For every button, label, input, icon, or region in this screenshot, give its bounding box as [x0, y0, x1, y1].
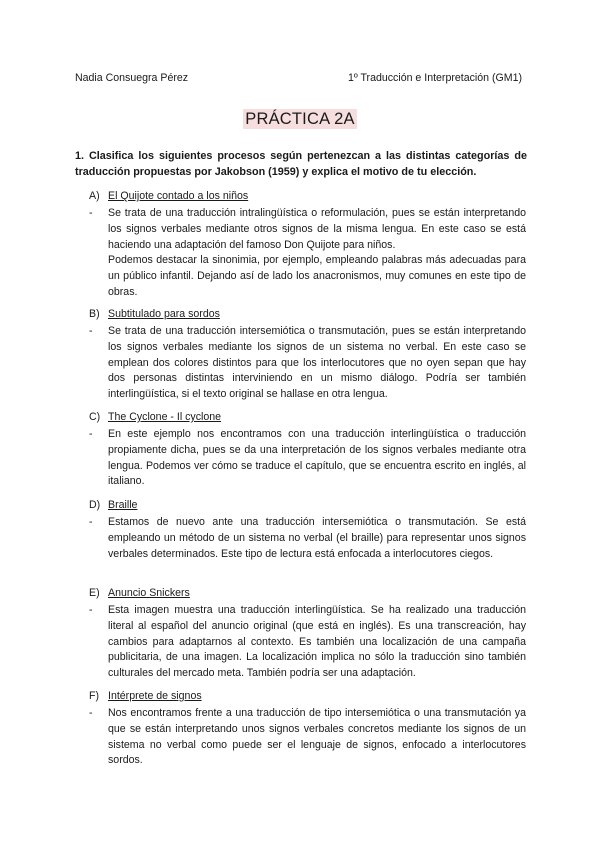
- bullet-dash: -: [89, 516, 93, 528]
- section-heading: [89, 409, 526, 425]
- section-letter: B): [89, 308, 100, 320]
- section-heading: [89, 188, 526, 204]
- bullet-dash: -: [89, 207, 93, 219]
- page-title: PRÁCTICA 2A: [245, 110, 355, 128]
- section-title: El Quijote contado a los niños: [108, 190, 249, 202]
- section-d: [89, 497, 526, 562]
- section-title: Anuncio Snickers: [108, 587, 190, 599]
- question-text: 1. Clasifica los siguientes procesos según pertenezcan a las distintas categorías de traducción propuestas por Jakobson (1959) y explica el motivo de tu elección.: [75, 150, 527, 178]
- section-letter: A): [89, 190, 100, 202]
- section-f: [89, 688, 526, 769]
- section-body: [89, 324, 526, 403]
- section-title: Braille: [108, 499, 138, 511]
- section-heading: [89, 306, 526, 322]
- section-body: [89, 706, 526, 769]
- section-c: [89, 409, 526, 490]
- course-name: 1º Traducción e Interpretación (GM1): [347, 72, 522, 84]
- page-title-wrap: [0, 110, 600, 129]
- section-paragraph: Se trata de una traducción intersemiótica o transmutación, pues se están interpretando los signos verbales mediante los signos de un sistema no verbal. En este caso se emplean dos colores distintos para que los interlocutores que no oyen sepan que hay dos personas distintas interviniendo en un mismo diálogo. Podría ser también interlingüística, si el texto original se hallase en otra lengua.: [108, 325, 526, 401]
- section-letter: D): [89, 499, 101, 511]
- section-letter: E): [89, 587, 100, 599]
- section-body: [89, 206, 526, 301]
- section-title: The Cyclone - Il cyclone: [108, 411, 222, 423]
- section-paragraph: Se trata de una traducción intralingüística o reformulación, pues se están interpretando los signos verbales mediante otros signos de la misma lengua. En este caso se está haciendo una adaptación del famoso Don Quijote para niños.: [108, 207, 526, 251]
- section-body: [89, 427, 526, 490]
- section-e: [89, 585, 526, 682]
- bullet-dash: -: [89, 325, 93, 337]
- section-letter: C): [89, 411, 101, 423]
- bullet-dash: -: [89, 604, 93, 616]
- section-a: [89, 188, 526, 301]
- author-name: Nadia Consuegra Pérez: [75, 72, 189, 84]
- section-paragraph: Estamos de nuevo ante una traducción intersemiótica o transmutación. Se está empleando un método de un sistema no verbal (el braille) para representar unos signos verbales determinados. Este tipo de lectura está enfocada a interlocutores ciegos.: [108, 516, 526, 560]
- section-paragraph: Esta imagen muestra una traducción interlingüística. Se ha realizado una traducción literal al español del anuncio original (que está en inglés). Es una transcreación, hay cambios para adaptarnos al contexto. Es también una localización de una campaña publicitaria, de una imagen. La localización implica no sólo la traducción sino también culturales del mercado meta. También podría ser una adaptación.: [108, 604, 526, 680]
- page-header: [75, 72, 522, 84]
- bullet-dash: -: [89, 428, 93, 440]
- bullet-dash: -: [89, 707, 93, 719]
- section-letter: F): [89, 690, 99, 702]
- section-title: Intérprete de signos: [108, 690, 202, 702]
- section-heading: [89, 688, 526, 704]
- section-b: [89, 306, 526, 403]
- section-paragraph: Nos encontramos frente a una traducción de tipo intersemiótica o una transmutación ya que se están interpretando unos signos verbales concretos mediante los signos de un sistema no verbal como puede ser el lenguaje de signos, enfocado a interlocutores sordos.: [108, 707, 526, 767]
- section-body: [89, 603, 526, 682]
- section-paragraph: En este ejemplo nos encontramos con una traducción interlingüística o traducción propiamente dicha, pues se da una interpretación de los signos verbales mediante otra lengua. Podemos ver cómo se traduce el capítulo, que se encuentra escrito en inglés, al italiano.: [108, 428, 526, 488]
- section-heading: [89, 497, 526, 513]
- section-paragraph: Podemos destacar la sinonimia, por ejemplo, empleando palabras más adecuadas para un público infantil. Dejando así de lado los anacronismos, muy comunes en este tipo de obras.: [108, 254, 526, 298]
- section-body: [89, 515, 526, 562]
- section-heading: [89, 585, 526, 601]
- section-title: Subtitulado para sordos: [108, 308, 220, 320]
